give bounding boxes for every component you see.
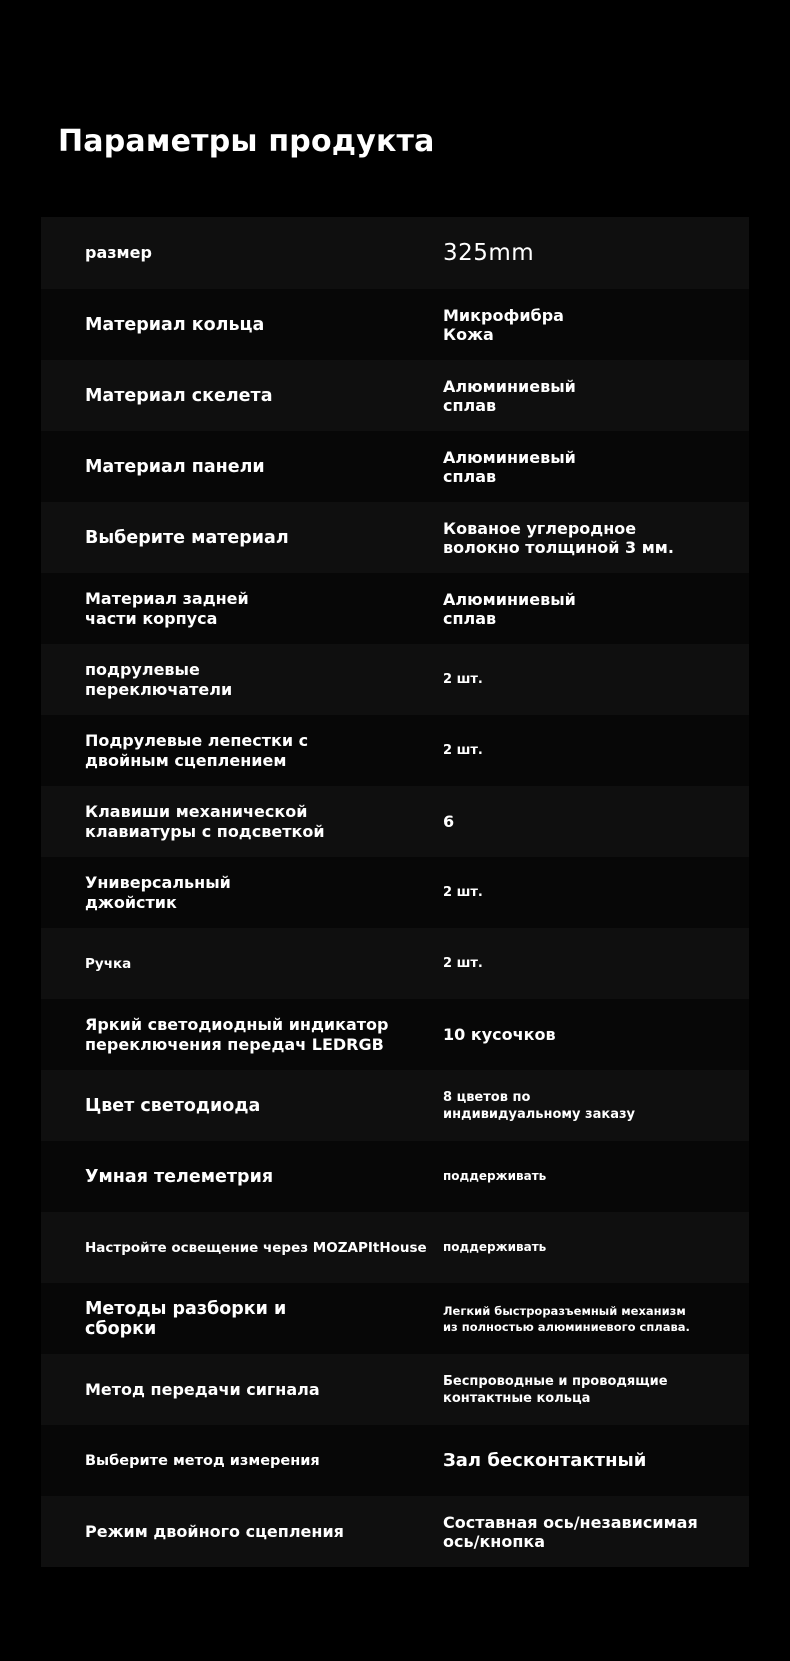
spec-label: размер [85,243,152,262]
spec-label: Подрулевые лепестки с двойным сцеплением [85,730,309,770]
spec-label: Режим двойного сцепления [85,1521,344,1541]
spec-value: Микрофибра Кожа [443,305,564,344]
spec-row-led-color [41,1070,749,1141]
spec-value: 2 шт. [443,885,483,900]
spec-value: 325mm [443,239,535,266]
spec-label: Яркий светодиодный индикатор переключения передач LEDRGB [85,1014,389,1054]
spec-row-measurement-method [41,1425,749,1496]
spec-row-ring-material [41,289,749,360]
spec-label: Метод передачи сигнала [85,1379,320,1399]
spec-value: 2 шт. [443,672,483,687]
spec-row-assembly-method [41,1283,749,1354]
spec-value: Алюминиевый сплав [443,447,576,486]
spec-row-signal-transmission [41,1354,749,1425]
spec-label: Клавиши механической клавиатуры с подсветкой [85,801,325,841]
spec-row-joystick [41,857,749,928]
spec-row-knob [41,928,749,999]
spec-row-size [41,217,749,289]
spec-row-led-shift-indicator [41,999,749,1070]
spec-label: Материал кольца [85,314,265,335]
spec-value: 10 кусочков [443,1025,556,1044]
spec-label: Универсальный джойстик [85,872,231,912]
page-title: Параметры продукта [58,124,435,159]
spec-row-smart-telemetry [41,1141,749,1212]
spec-row-panel-material [41,431,749,502]
spec-value: поддерживать [443,1169,547,1183]
spec-value: 2 шт. [443,956,483,971]
spec-value: Алюминиевый сплав [443,376,576,415]
spec-value: Беспроводные и проводящие контактные кольца [443,1373,668,1406]
spec-row-optional-material [41,502,749,573]
spec-table [41,217,749,1567]
spec-label: Настройте освещение через MOZAPItHouse [85,1239,427,1256]
spec-row-lighting-config [41,1212,749,1283]
spec-label: Выберите материал [85,527,289,548]
spec-row-back-housing-material [41,573,749,644]
spec-label: Ручка [85,955,132,972]
spec-value: 6 [443,812,455,831]
spec-label: Выберите метод измерения [85,1452,320,1469]
spec-row-dual-clutch-paddles [41,715,749,786]
spec-row-frame-material [41,360,749,431]
spec-label: подрулевые переключатели [85,659,233,699]
spec-value: Алюминиевый сплав [443,589,576,628]
spec-label: Материал скелета [85,385,273,406]
spec-label: Цвет светодиода [85,1095,261,1116]
spec-value: Составная ось/независимая ось/кнопка [443,1512,698,1551]
spec-row-paddle-shifters [41,644,749,715]
spec-value: Легкий быстроразъемный механизм из полностью алюминиевого сплава. [443,1303,690,1334]
spec-row-dual-clutch-mode [41,1496,749,1567]
spec-value: 8 цветов по индивидуальному заказу [443,1089,636,1122]
spec-value: 2 шт. [443,743,483,758]
spec-label: Умная телеметрия [85,1166,274,1187]
spec-value: поддерживать [443,1240,547,1254]
spec-label: Материал панели [85,456,265,477]
spec-value: Кованое углеродное волокно толщиной 3 мм. [443,518,674,557]
spec-value: Зал бесконтактный [443,1450,647,1471]
spec-label: Материал задней части корпуса [85,588,249,628]
spec-label: Методы разборки и сборки [85,1298,287,1339]
spec-row-backlit-keys [41,786,749,857]
